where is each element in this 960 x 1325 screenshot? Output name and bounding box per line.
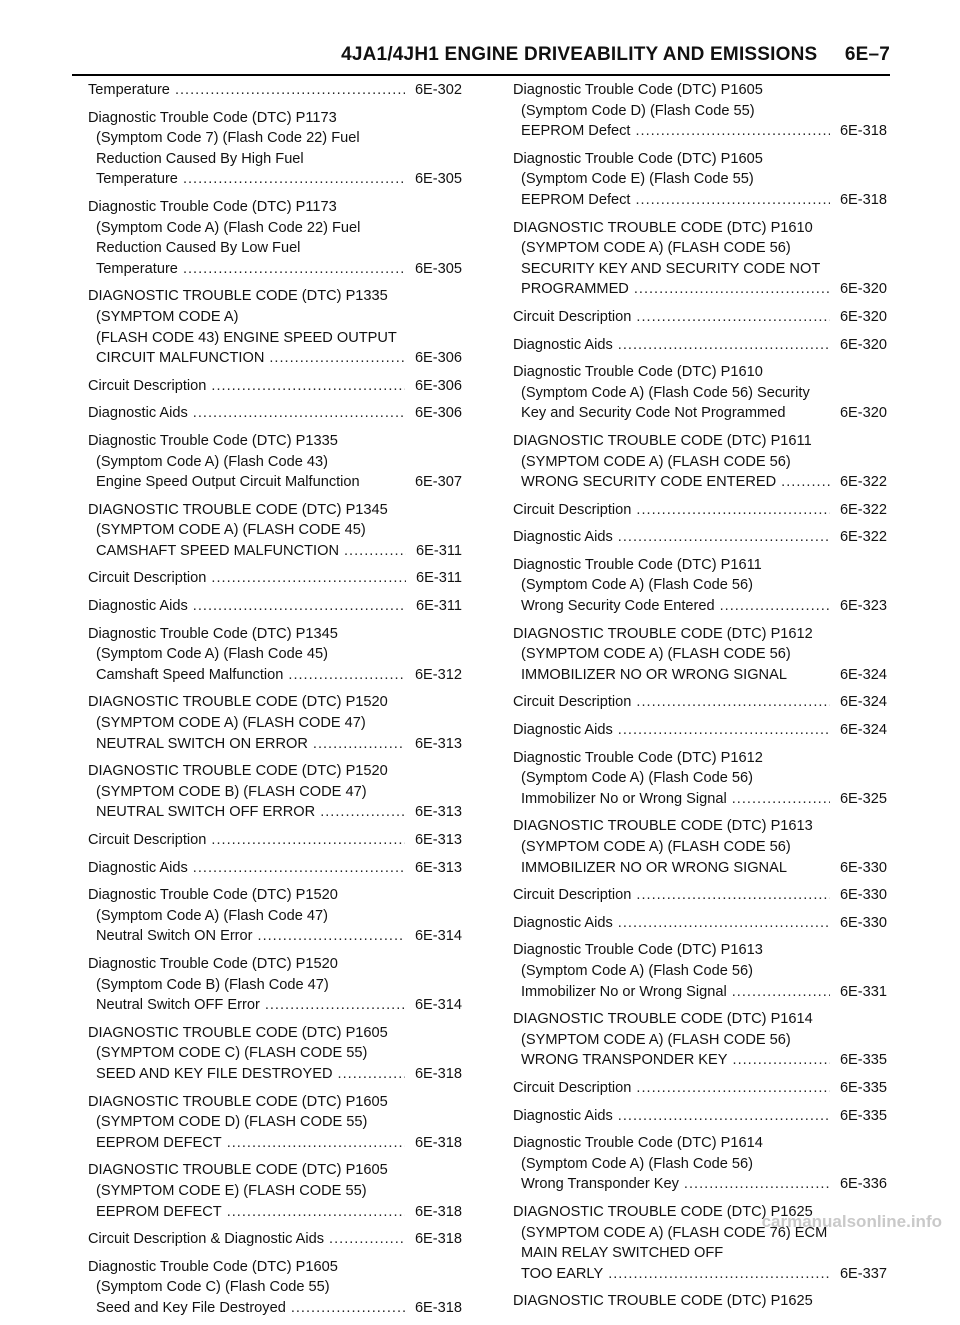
toc-entry-text: Key and Security Code Not Programmed [521,405,786,422]
toc-page-number: 6E-311 [416,542,462,559]
toc-entry [88,954,462,1016]
toc-entry [513,362,887,424]
toc-entry [88,1257,462,1319]
dot-leader [618,335,830,356]
toc-page-number: 6E-318 [414,1231,462,1248]
toc-entry-text: (SYMPTOM CODE A) (FLASH CODE 56) [521,839,791,855]
toc-entry-text: CIRCUIT MALFUNCTION [96,350,265,367]
toc-entry-text: MAIN RELAY SWITCHED OFF [521,1245,724,1262]
toc-entry [513,692,887,713]
toc-entry-text: Temperature [96,260,178,277]
toc-entry-text: DIAGNOSTIC TROUBLE CODE (DTC) P1612 [513,625,813,642]
dot-leader [684,1174,830,1195]
toc-entry-text: (Symptom Code 7) (Flash Code 22) Fuel [96,130,360,147]
toc-entry-text: DIAGNOSTIC TROUBLE CODE (DTC) P1613 [513,818,813,835]
toc-entry [513,720,887,741]
toc-column-right [513,80,887,1319]
toc-page-number: 6E-322 [839,529,887,546]
toc-entry [513,527,887,548]
dot-leader [618,913,830,934]
toc-page-number: 6E-313 [414,832,462,848]
toc-entry-text: (SYMPTOM CODE D) (FLASH CODE 55) [96,1114,368,1131]
dot-leader [227,1133,405,1154]
dot-leader [313,734,405,755]
toc-entry-text: (SYMPTOM CODE A) (FLASH CODE 45) [96,522,366,539]
toc-entry [88,761,462,823]
toc-entry-text: CAMSHAFT SPEED MALFUNCTION [96,542,339,559]
dot-leader [344,541,406,562]
toc-page-number: 6E-323 [839,598,887,615]
dot-leader [636,1078,830,1099]
toc-entry [513,555,887,617]
toc-page-number: 6E-314 [414,928,462,945]
toc-entry [513,748,887,810]
toc-page-number: 6E-320 [839,405,887,422]
toc-entry [513,149,887,211]
dot-leader [636,307,830,328]
toc-entry-text: (SYMPTOM CODE C) (FLASH CODE 55) [96,1045,368,1062]
dot-leader [175,80,405,101]
dot-leader [329,1229,405,1250]
toc-page-number: 6E-330 [839,887,887,904]
dot-leader [618,720,830,741]
toc-entry-text: DIAGNOSTIC TROUBLE CODE (DTC) P1605 [88,1162,388,1179]
dot-leader [634,279,830,300]
toc-entry [88,376,462,397]
toc-entry-text: (Symptom Code A) (Flash Code 56) Security [521,384,810,401]
toc-entry [88,692,462,754]
toc-entry [513,885,887,906]
toc-entry-text: (Symptom Code A) (Flash Code 56) [521,577,753,594]
toc-entry-text: Engine Speed Output Circuit Malfunction [96,474,360,491]
toc-entry-text: EEPROM DEFECT [96,1134,222,1151]
toc-page-number: 6E-324 [839,722,887,739]
dot-leader [288,665,405,686]
toc-entry-text: Diagnostic Trouble Code (DTC) P1605 [513,82,763,98]
toc-entry-text: (SYMPTOM CODE A) (FLASH CODE 56) [521,646,791,663]
toc-page-number: 6E-324 [839,666,887,683]
toc-entry-text: Diagnostic Trouble Code (DTC) P1345 [88,625,338,642]
toc-entry-text: Diagnostic Trouble Code (DTC) P1520 [88,955,338,972]
toc-page-number: 6E-337 [839,1265,887,1282]
toc-entry-text: DIAGNOSTIC TROUBLE CODE (DTC) P1335 [88,288,388,305]
toc-entry-text: Diagnostic Aids [513,336,613,353]
toc-column-left [88,80,462,1325]
toc-entry-text: PROGRAMMED [521,281,629,298]
toc-entry-text: WRONG TRANSPONDER KEY [521,1052,728,1069]
dot-leader [635,190,829,211]
toc-entry-text: Reduction Caused By High Fuel [96,150,304,167]
toc-entry-text: DIAGNOSTIC TROUBLE CODE (DTC) P1614 [513,1011,813,1028]
toc-entry-text: Diagnostic Trouble Code (DTC) P1610 [513,364,763,381]
dot-leader [211,568,406,589]
toc-entry-text: Diagnostic Trouble Code (DTC) P1614 [513,1135,763,1152]
toc-page-number: 6E-311 [416,570,462,587]
toc-entry [88,197,462,279]
toc-entry [513,431,887,493]
toc-entry-text: Reduction Caused By Low Fuel [96,240,301,257]
toc-entry-text: SECURITY KEY AND SECURITY CODE NOT [521,260,821,277]
toc-page-number: 6E-306 [414,377,462,394]
toc-page-number: 6E-318 [839,123,887,140]
dot-leader [636,885,830,906]
toc-entry-text: Circuit Description [513,1079,632,1096]
toc-entry-text: Immobilizer No or Wrong Signal [521,983,727,1000]
toc-entry [88,431,462,493]
toc-entry-text: (Symptom Code A) (Flash Code 22) Fuel [96,219,361,236]
toc-page-number: 6E-324 [839,694,887,711]
toc-entry [88,500,462,562]
toc-entry [88,885,462,947]
toc-entry-text: IMMOBILIZER NO OR WRONG SIGNAL [521,666,787,683]
toc-entry-text: DIAGNOSTIC TROUBLE CODE (DTC) P1611 [513,432,812,449]
toc-entry [88,858,462,879]
toc-entry-text: Temperature [96,171,178,188]
toc-entry-text: SEED AND KEY FILE DESTROYED [96,1065,333,1082]
toc-page-number: 6E-306 [414,350,462,367]
toc-entry-text: (SYMPTOM CODE E) (FLASH CODE 55) [96,1182,367,1199]
toc-page-number: 6E-313 [414,804,462,821]
dot-leader [269,348,405,369]
toc-entry-text: (Symptom Code A) (Flash Code 56) [521,1155,753,1172]
toc-page-number: 6E-305 [414,171,462,188]
toc-entry [88,108,462,190]
toc-entry-text: DIAGNOSTIC TROUBLE CODE (DTC) P1625 [513,1203,813,1220]
toc-entry [513,1106,887,1127]
toc-page-number: 6E-330 [839,914,887,931]
toc-entry-text: (FLASH CODE 43) ENGINE SPEED OUTPUT [96,329,397,346]
toc-entry-text: Wrong Transponder Key [521,1176,679,1193]
toc-entry-text: (SYMPTOM CODE A) (FLASH CODE 56) [521,453,791,470]
dot-leader [227,1202,405,1223]
toc-page-number: 6E-314 [414,997,462,1014]
toc-entry-text: DIAGNOSTIC TROUBLE CODE (DTC) P1625 [513,1293,813,1310]
toc-entry-text: Immobilizer No or Wrong Signal [521,790,727,807]
toc-entry [513,816,887,878]
dot-leader [193,403,405,424]
toc-entry-text: DIAGNOSTIC TROUBLE CODE (DTC) P1605 [88,1024,388,1041]
toc-entry-text: Diagnostic Trouble Code (DTC) P1612 [513,749,763,766]
toc-entry-text: Diagnostic Trouble Code (DTC) P1605 [88,1258,338,1275]
toc-entry-text: EEPROM Defect [521,123,631,140]
toc-entry-text: Circuit Description [513,308,632,325]
page-title: 4JA1/4JH1 ENGINE DRIVEABILITY AND EMISSIONS 6E–7 [341,44,890,65]
toc-entry-text: Seed and Key File Destroyed [96,1299,286,1316]
dot-leader [720,596,830,617]
toc-entry-text: (Symptom Code E) (Flash Code 55) [521,171,754,188]
toc-entry-text: (Symptom Code A) (Flash Code 47) [96,907,328,924]
toc-entry [513,500,887,521]
dot-leader [320,802,405,823]
toc-entry-text: NEUTRAL SWITCH OFF ERROR [96,804,316,821]
toc-page-number: 6E-325 [839,790,887,807]
page-header [72,40,890,76]
toc-page-number: 6E-307 [414,474,462,491]
toc-entry [513,940,887,1002]
toc-page-number: 6E-322 [839,501,887,518]
toc-entry [88,1092,462,1154]
dot-leader [636,500,830,521]
toc-entry-text: DIAGNOSTIC TROUBLE CODE (DTC) P1520 [88,763,388,780]
dot-leader [338,1064,405,1085]
dot-leader [733,1050,830,1071]
toc-entry-text: EEPROM Defect [521,191,631,208]
toc-page-number: 6E-335 [839,1079,887,1096]
toc-page-number: 6E-320 [839,308,887,325]
toc-entry-text: Circuit Description [513,501,632,518]
dot-leader [183,169,405,190]
toc-page-number: 6E-320 [839,336,887,353]
toc-entry [513,335,887,356]
toc-entry-text: (SYMPTOM CODE A) (FLASH CODE 56) [521,240,791,257]
toc-entry-text: Diagnostic Aids [513,914,613,931]
toc-entry-text: Neutral Switch ON Error [96,928,253,945]
dot-leader [183,259,405,280]
toc-entry-text: Diagnostic Trouble Code (DTC) P1173 [88,109,337,126]
toc-entry-text: DIAGNOSTIC TROUBLE CODE (DTC) P1610 [513,219,813,236]
toc-entry-text: Circuit Description & Diagnostic Aids [88,1231,325,1248]
toc-entry-text: Neutral Switch OFF Error [96,997,260,1014]
toc-page-number: 6E-313 [414,735,462,752]
toc-entry-text: Diagnostic Aids [513,1107,613,1124]
toc-page-number: 6E-302 [414,82,462,98]
toc-entry [88,596,462,617]
toc-page-number: 6E-336 [839,1176,887,1193]
toc-page-number: 6E-320 [839,281,887,298]
toc-page-number: 6E-318 [839,191,887,208]
toc-page-number: 6E-318 [414,1134,462,1151]
toc-page-number: 6E-331 [839,983,887,1000]
toc-page-number: 6E-313 [414,859,462,876]
toc-entry-text: Diagnostic Aids [88,598,188,615]
toc-entry-text: IMMOBILIZER NO OR WRONG SIGNAL [521,859,787,876]
toc-entry [513,80,887,142]
toc-entry-text: Diagnostic Aids [88,405,188,422]
dot-leader [732,789,830,810]
toc-entry [88,568,462,589]
toc-entry-text: (SYMPTOM CODE B) (FLASH CODE 47) [96,783,367,800]
toc-entry-text: (SYMPTOM CODE A) (FLASH CODE 56) [521,1031,791,1048]
toc-entry [88,403,462,424]
toc-page-number: 6E-311 [416,598,462,615]
toc-entry-text: (Symptom Code D) (Flash Code 55) [521,102,755,119]
toc-entry-text: Camshaft Speed Malfunction [96,666,284,683]
dot-leader [193,596,406,617]
dot-leader [211,830,405,851]
toc-entry [513,1291,887,1312]
toc-page-number: 6E-322 [839,474,887,491]
toc-entry-text: EEPROM DEFECT [96,1203,222,1220]
toc-entry-text: Circuit Description [513,887,632,904]
toc-page-number: 6E-305 [414,260,462,277]
toc-entry-text: (Symptom Code A) (Flash Code 43) [96,453,328,470]
dot-leader [732,982,830,1003]
toc-page-number: 6E-318 [414,1299,462,1316]
toc-entry-text: DIAGNOSTIC TROUBLE CODE (DTC) P1520 [88,694,388,711]
toc-entry-text: Diagnostic Trouble Code (DTC) P1173 [88,198,337,215]
toc-entry-text: Diagnostic Trouble Code (DTC) P1611 [513,556,762,573]
toc-entry-text: (SYMPTOM CODE A) [96,308,239,325]
toc-entry-text: Diagnostic Trouble Code (DTC) P1335 [88,432,338,449]
dot-leader [211,376,405,397]
toc-entry [88,1023,462,1085]
dot-leader [608,1264,830,1285]
toc-entry [513,218,887,300]
toc-entry-text: Circuit Description [88,570,207,587]
toc-entry-text: Diagnostic Aids [88,859,188,876]
dot-leader [636,692,830,713]
toc-entry-text: DIAGNOSTIC TROUBLE CODE (DTC) P1605 [88,1093,388,1110]
toc-entry [513,624,887,686]
toc-entry [88,286,462,368]
toc-entry [88,624,462,686]
dot-leader [781,472,830,493]
dot-leader [618,1106,830,1127]
toc-entry-text: (Symptom Code A) (Flash Code 45) [96,646,328,663]
dot-leader [291,1298,405,1319]
toc-entry-text: Circuit Description [88,832,207,848]
toc-entry [513,1133,887,1195]
dot-leader [618,527,830,548]
watermark: carmanualsonline.info [761,1212,942,1231]
toc-entry-text: Temperature [88,82,170,98]
toc-entry-text: Wrong Security Code Entered [521,598,715,615]
toc-entry-text: (Symptom Code A) (Flash Code 56) [521,770,753,787]
toc-page-number: 6E-318 [414,1065,462,1082]
toc-entry-text: TOO EARLY [521,1265,604,1282]
toc-page-number: 6E-335 [839,1107,887,1124]
toc-entry-text: (SYMPTOM CODE A) (FLASH CODE 76) ECM [521,1224,828,1241]
dot-leader [635,121,829,142]
toc-entry [513,1078,887,1099]
toc-entry-text: (Symptom Code B) (Flash Code 47) [96,976,329,993]
toc-entry [88,1229,462,1250]
toc-page-number: 6E-318 [414,1203,462,1220]
toc-entry [88,1160,462,1222]
dot-leader [265,995,405,1016]
toc-entry [513,307,887,328]
dot-leader [193,858,405,879]
toc-entry-text: NEUTRAL SWITCH ON ERROR [96,735,308,752]
toc-entry-text: (Symptom Code A) (Flash Code 56) [521,962,753,979]
toc-page-number: 6E-312 [414,666,462,683]
dot-leader [258,926,405,947]
toc-entry [88,830,462,851]
toc-page-number: 6E-330 [839,859,887,876]
toc-entry-text: WRONG SECURITY CODE ENTERED [521,474,777,491]
toc-entry [88,80,462,101]
toc-entry-text: Diagnostic Trouble Code (DTC) P1605 [513,150,763,167]
toc-entry [513,1009,887,1071]
toc-entry-text: Diagnostic Trouble Code (DTC) P1520 [88,887,338,904]
toc-entry-text: Diagnostic Trouble Code (DTC) P1613 [513,942,763,959]
toc-entry-text: (Symptom Code C) (Flash Code 55) [96,1279,330,1296]
toc-entry-text: Circuit Description [513,694,632,711]
toc-entry [513,913,887,934]
toc-entry-text: Diagnostic Aids [513,529,613,546]
toc-entry-text: DIAGNOSTIC TROUBLE CODE (DTC) P1345 [88,501,388,518]
toc-entry-text: Circuit Description [88,377,207,394]
toc-page-number: 6E-335 [839,1052,887,1069]
toc-entry-text: Diagnostic Aids [513,722,613,739]
toc-entry-text: (SYMPTOM CODE A) (FLASH CODE 47) [96,715,366,732]
toc-page-number: 6E-306 [414,405,462,422]
